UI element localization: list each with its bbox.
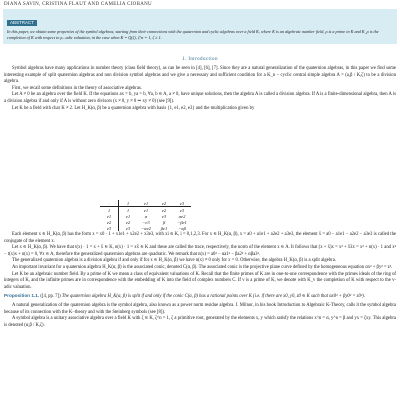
paragraph-6: Let x ∈ H_K(α, β). We have that t(x) · 1 = x + x̄ ∈ K, n(x) · 1 = xx̄ ∈ K and these are called the trace, respectively, the norm of the element x ∈ A. It follows that (x + x̄)x = x² + x̄x̄x = x² + n(x) · 1 and x² − t(x)x + n(x) = 0, ∀x ∈ A, therefore the generalized quaternion algebras are quadratic. We remark that n(x) = a0² − αa1² − βa2² + αβa3². (4, 245, 396, 257)
paragraph-3: Let A ≠ 0 be an algebra over the field K. If the equations ax = b, ya = b, ∀a, b ∈ A, a ≠ 0, have unique solutions, then the algebra A is called a division algebra. If A is a finite-dimensional algebra, then A is a division algebra if and only if A is without zero divisors (x ≠ 0, y ≠ 0 ⇒ xy ≠ 0) (see [9]). (4, 92, 396, 104)
multiplication-table-wrap (100, 200, 210, 231)
proposition-text: The quaternion algebra H_K(α, β) is split if and only if the conic C(α, β) has a rational points over K (i.e. if there are x0, y0, z0 ∈ K such that αx0² + βy0² = z0²). (61, 294, 365, 300)
table-cell: −e3 (142, 219, 150, 225)
table-cell: βe1 (160, 225, 168, 231)
paragraph-11: A symbol algebra is a unitary associative algebra over a field K with ζ ∈ K, ζ^n = 1, ζ a primitive root, generated by the elements x, y which satisfy the relations x^n = α, y^n = β and yx = ζxy. This algebra is denoted (α,β / K,ζ). (4, 316, 396, 328)
paragraph-1: Symbol algebras have many applications in number theory (class field theory), as can be seen in [4], [6], [7]. Since they are a natural generalization of the quaternion algebras, in this paper we find some interesting example of split quaternion algebras and non division symbol algebras and we give a necessary and sufficient condition for a K_n – cyclic central simple algebra A = (a,β / K,ζ) to be a division algebra. (4, 66, 396, 85)
abstract-text: In this paper, we obtain some properties of the symbol algebras, starting from their connections with the quaternion and cyclic algebras over a field K, where K is an algebraic number field, ρ is a prime in K and K_ρ is the completion of K with respect to ρ– adic valuation, in the case when K = Q(ζ), ζ^n = 1, ζ ≠ 1. (7, 29, 379, 40)
table-cell: e1 (125, 213, 131, 219)
abstract-tag: ABSTRACT (7, 20, 37, 26)
author-line: DIANA SAVIN, CRISTINA FLAUT AND CAMELIA CIOBANU (4, 2, 152, 7)
abstract-box (3, 9, 397, 44)
table-cell: β (162, 219, 166, 225)
paragraph-7: The generalized quaternion algebra is a division algebra if and only if for x ∈ H_K(α, β) we have n(x) ≠ 0 only for x = 0. Otherwise, the algebra H_K(α, β) is a split algebra. (12, 258, 336, 264)
proposition-ref: ([4, pp. 7]) (40, 294, 61, 300)
paragraph-2: First, we recall some definitions in the theory of associative algebras. (12, 85, 142, 91)
table-cell: e3 (179, 207, 185, 213)
table-cell: e3 (173, 200, 191, 207)
table-cell: 1 (100, 207, 119, 214)
table-cell: · (100, 200, 119, 207)
section-title: 1. Introduction (182, 57, 218, 62)
table-cell: e1 (143, 207, 149, 213)
table-cell: −βe1 (177, 219, 187, 225)
table-cell: e3 (161, 213, 167, 219)
table-cell: αe2 (178, 213, 186, 219)
table-cell: α (144, 213, 148, 219)
table-cell: −αe2 (141, 225, 151, 231)
table-cell: e1 (137, 200, 155, 207)
body-block-1 (4, 66, 396, 112)
proposition-label: Proposition 1.1. (4, 293, 40, 299)
paragraph-9: Let K be an algebraic number field. By a prime of K we mean a class of equivalent valuations of K. Recall that the finite primes of K are in one-to-one correspondence with the primes ideals of the ring of integers of K, and the infinite primes are in correspondence with the embedding of K into the field of complex numbers C. If v is a prime of K, we denote with K_v the completion of K with respect to the v-adic valuation. (4, 271, 396, 290)
table-cell: e2 (155, 200, 173, 207)
table-cell: e2 (100, 219, 119, 225)
paragraph-10: A natural generalization of the quaternion algebra is the symbol algebra, also known as a power norm residue algebra. J. Milnor, in his book Introduction to Algebraic K-Theory, calls it the symbol algebra because of its connection with the K−theory and with the Steinberg symbols (see [8]). (4, 302, 396, 315)
table-cell: e1 (100, 213, 119, 219)
proposition (4, 293, 396, 301)
table-cell: e2 (161, 207, 167, 213)
paragraph-8: An important invariant for a quaternion algebra H_K(α, β) is the associated conic, denoted C(α, β). The associated conic is the projective plane curve defined by the homogeneous equation αx² + βy² = z². (12, 264, 393, 270)
paragraph-4: Let K be a field with char K ≠ 2. Let H_K(α, β) be a quaternion algebra with basis {1, e1, e2, e3} and the multiplication given by (12, 105, 255, 111)
multiplication-table (100, 200, 191, 231)
body-block-2 (4, 232, 396, 329)
table-cell: −αβ (178, 225, 186, 231)
table-cell: e2 (125, 219, 131, 225)
table-cell: e3 (125, 225, 131, 231)
paragraph-5: Each element x ∈ H_K(α, β) has the form x = x0 · 1 + x1e1 + x2e2 + x3e3, with xi ∈ K, i = 0,1,2,3. For x ∈ H_K(α, β), x = a0 + a1e1 + a2e2 + a3e3, the element x̄ = a0 − a1e1 − a2e2 − a3e3 is called the conjugate of the element x. (4, 232, 396, 244)
table-cell: e3 (100, 225, 119, 231)
table-cell: 1 (126, 207, 130, 213)
table-cell: 1 (119, 200, 138, 207)
table-row (100, 225, 191, 231)
